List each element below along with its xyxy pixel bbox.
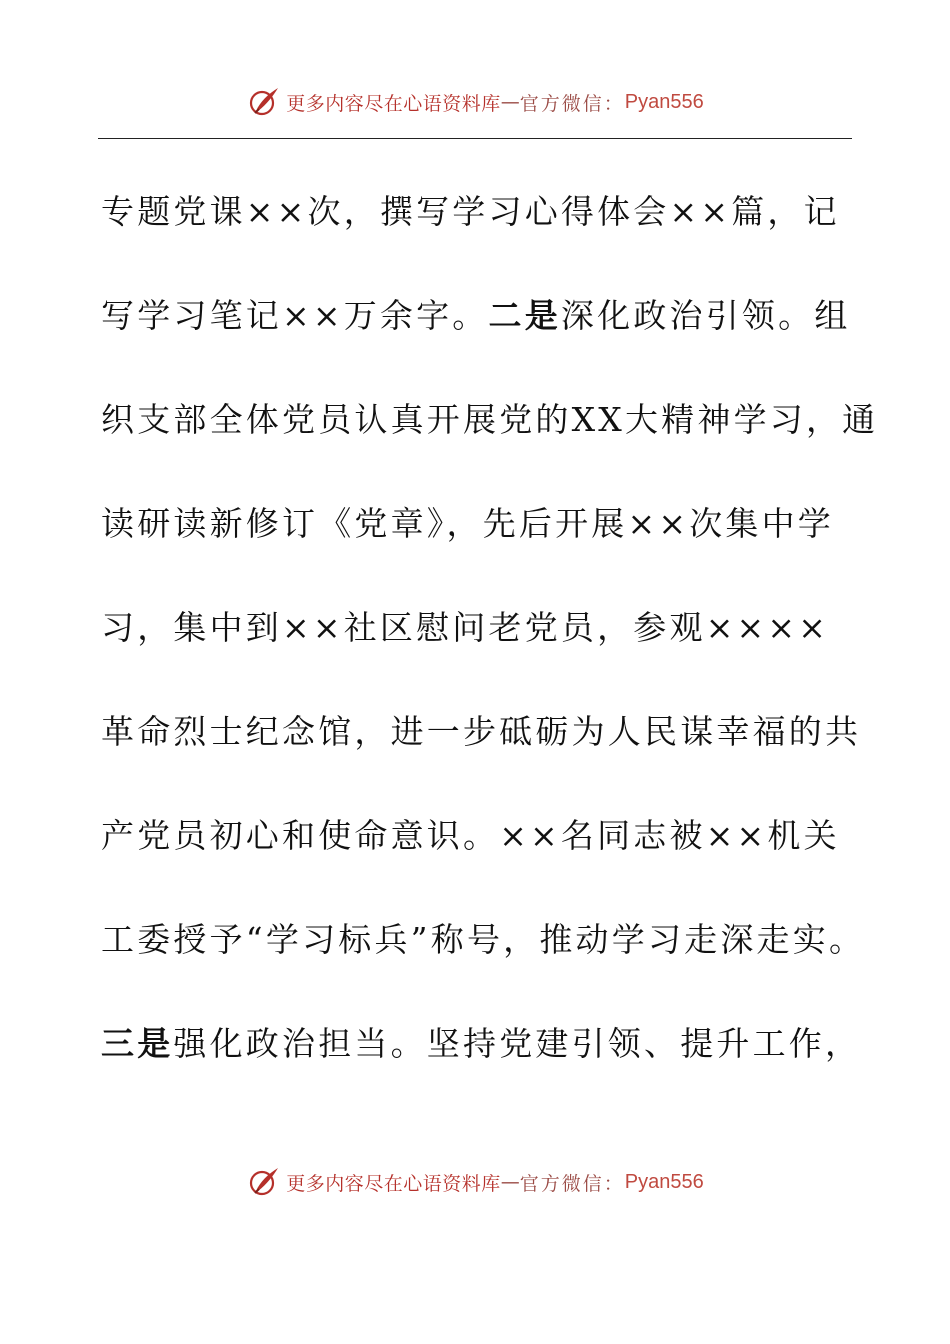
watermark-brand-text: 更多内容尽在心语资料库 <box>286 92 501 115</box>
bold-heading-marker: 三是 <box>101 1024 174 1063</box>
text-run: 写学习笔记××万余字。 <box>101 296 489 335</box>
watermark-dash: — <box>500 1171 520 1193</box>
text-line <box>101 576 881 680</box>
bold-heading-marker: 二是 <box>488 296 561 335</box>
text-line <box>101 992 881 1096</box>
watermark-wechat-id: Pyan556 <box>624 1170 704 1193</box>
watermark-dash: — <box>500 91 520 113</box>
text-line <box>101 680 881 784</box>
text-run: 工委授予“学习标兵”称号，推动学习走深走实。 <box>101 920 866 959</box>
text-run: 深化政治引领。组 <box>560 296 851 335</box>
header-watermark-banner <box>0 80 950 124</box>
footer-watermark-banner <box>0 1160 950 1204</box>
text-line <box>101 160 881 264</box>
watermark-official-label: 官方微信： <box>519 92 625 115</box>
text-line <box>101 888 881 992</box>
text-line <box>101 368 881 472</box>
watermark-wechat-id: Pyan556 <box>624 90 704 113</box>
header-divider <box>98 138 852 139</box>
text-line <box>101 264 881 368</box>
text-line <box>101 472 881 576</box>
text-run: 革命烈士纪念馆，进一步砥砺为人民谋幸福的共 <box>101 712 862 751</box>
text-run: 读研读新修订《党章》，先后开展××次集中学 <box>101 504 835 543</box>
text-run: 织支部全体党员认真开展党的XX大精神学习，通 <box>101 400 879 439</box>
text-run: 习，集中到××社区慰问老党员，参观×××× <box>101 608 830 647</box>
text-run: 产党员初心和使命意识。××名同志被××机关 <box>101 816 840 855</box>
text-run: 专题党课××次，撰写学习心得体会××篇，记 <box>101 192 840 231</box>
watermark-brand-text: 更多内容尽在心语资料库 <box>286 1172 501 1195</box>
feather-pen-logo-icon <box>246 1164 282 1200</box>
text-run: 强化政治担当。坚持党建引领、提升工作， <box>173 1024 862 1063</box>
document-body <box>101 160 881 1096</box>
watermark-official-label: 官方微信： <box>519 1172 625 1195</box>
text-line <box>101 784 881 888</box>
feather-pen-logo-icon <box>246 84 282 120</box>
